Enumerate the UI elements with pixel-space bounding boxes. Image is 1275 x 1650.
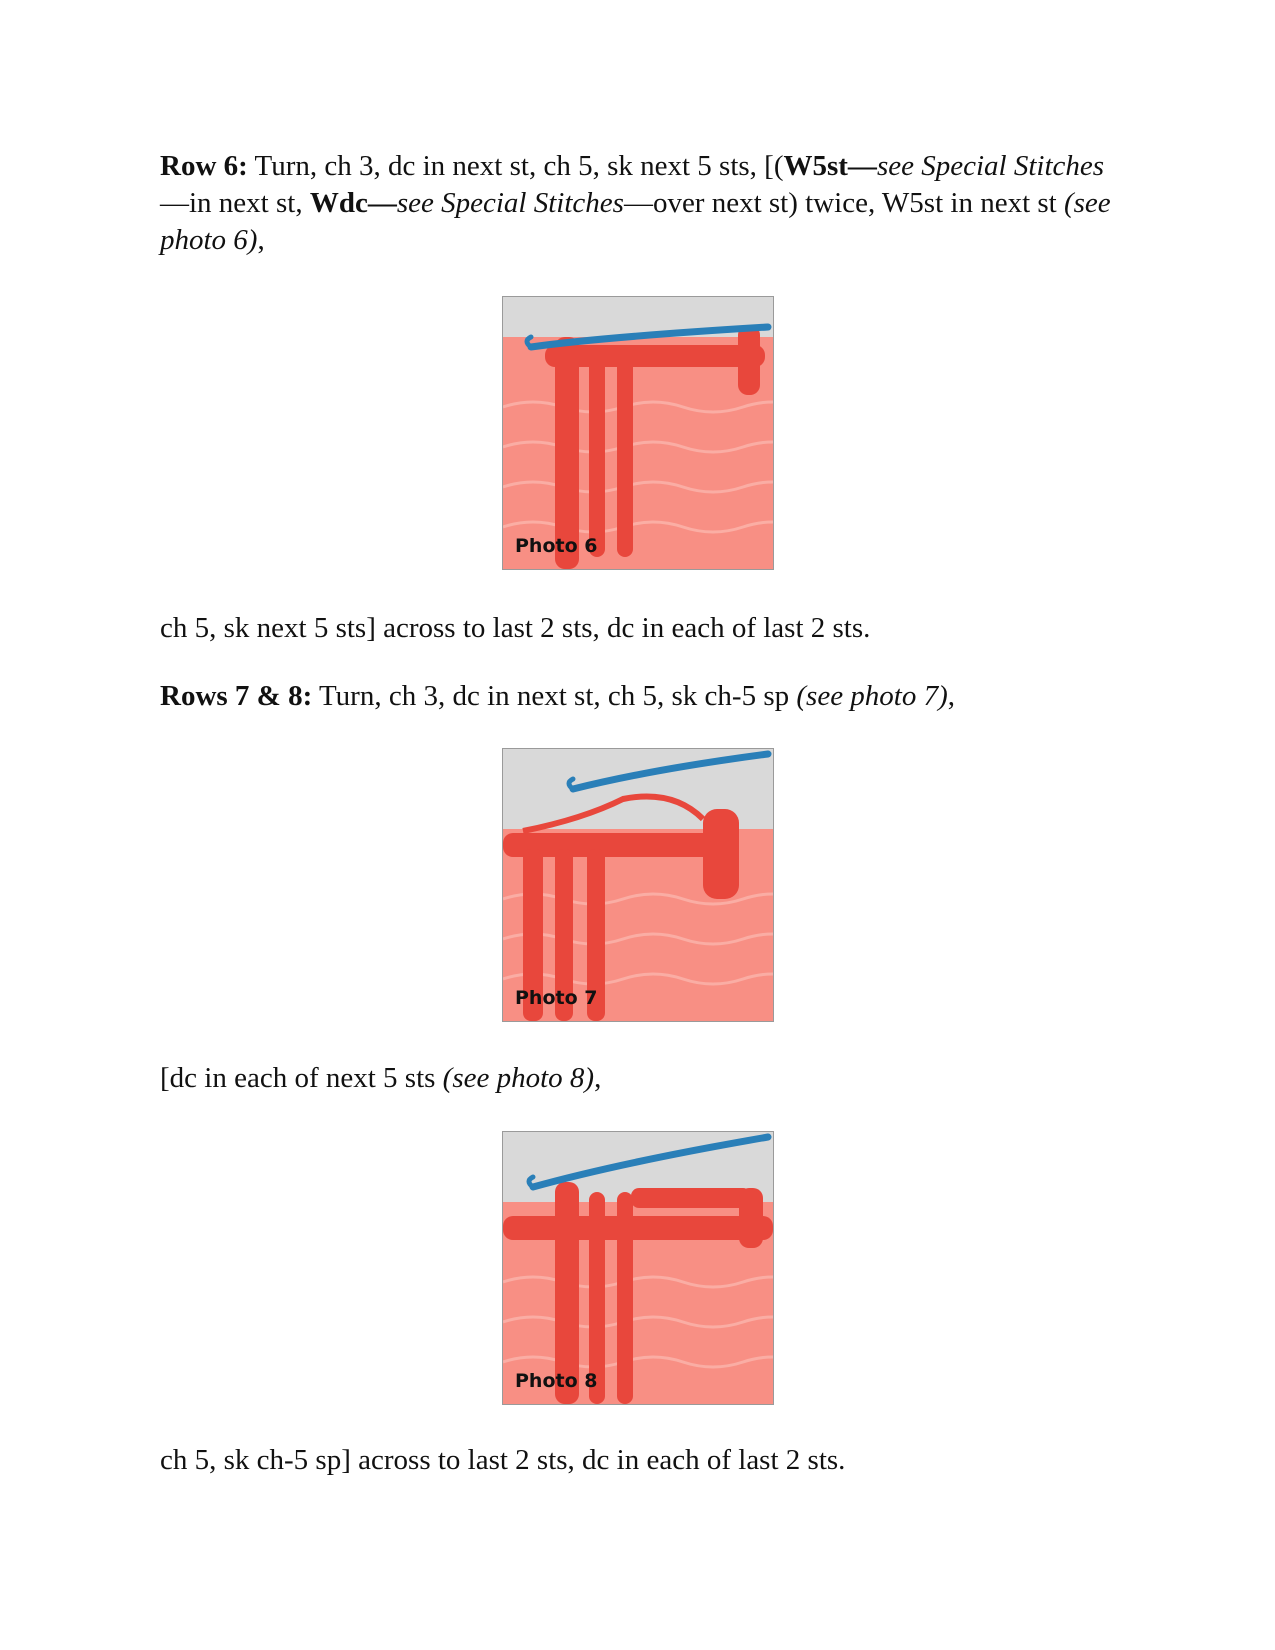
photo6-ref: (see photo 6) [160, 187, 1111, 256]
photo8-ref: (see photo 8) [442, 1062, 595, 1094]
photo-6-image [502, 296, 774, 570]
photo7-ref: (see photo 7) [796, 680, 948, 712]
row6-text-1: Turn, ch 3, dc in next st, ch 5, sk next 5 sts, [( [247, 150, 784, 182]
rows-7-8-label: Rows 7 & 8: [160, 680, 313, 712]
rows-7-8-instruction [160, 678, 1120, 715]
row6-text-2: —in next st, [160, 187, 310, 219]
row6-text-3: —over next st) twice, W5st in next st [623, 187, 1064, 219]
photo-8-caption: Photo 8 [515, 1370, 598, 1392]
crochet-swatch-illustration [503, 297, 773, 569]
rows78-text-2: , [947, 680, 956, 712]
rows78b-text-1: [dc in each of next 5 sts [160, 1062, 443, 1094]
photo-8-image [502, 1131, 774, 1405]
special-stitches-ref-2: see Special Stitches [396, 187, 624, 219]
photo-7-image [502, 748, 774, 1022]
wdc-term: Wdc— [309, 187, 397, 219]
special-stitches-ref-1: see Special Stitches [876, 150, 1105, 182]
row6-text-4: , [257, 224, 265, 256]
crochet-swatch-illustration [503, 1132, 773, 1404]
crochet-swatch-illustration [503, 749, 773, 1021]
row6-label: Row 6: [160, 150, 248, 182]
rows78-text-1: Turn, ch 3, dc in next st, ch 5, sk ch-5 sp [312, 680, 797, 712]
w5st-term: W5st— [783, 150, 877, 182]
rows-7-8-dc-instruction [160, 1060, 1120, 1097]
row6-instruction [160, 148, 1120, 259]
row6-continuation: ch 5, sk next 5 sts] across to last 2 sts, dc in each of last 2 sts. [160, 612, 871, 644]
rows78b-text-2: , [594, 1062, 602, 1094]
rows-7-8-continuation: ch 5, sk ch-5 sp] across to last 2 sts, dc in each of last 2 sts. [160, 1444, 846, 1476]
photo-7-caption: Photo 7 [515, 987, 598, 1009]
photo-6-caption: Photo 6 [515, 535, 598, 557]
